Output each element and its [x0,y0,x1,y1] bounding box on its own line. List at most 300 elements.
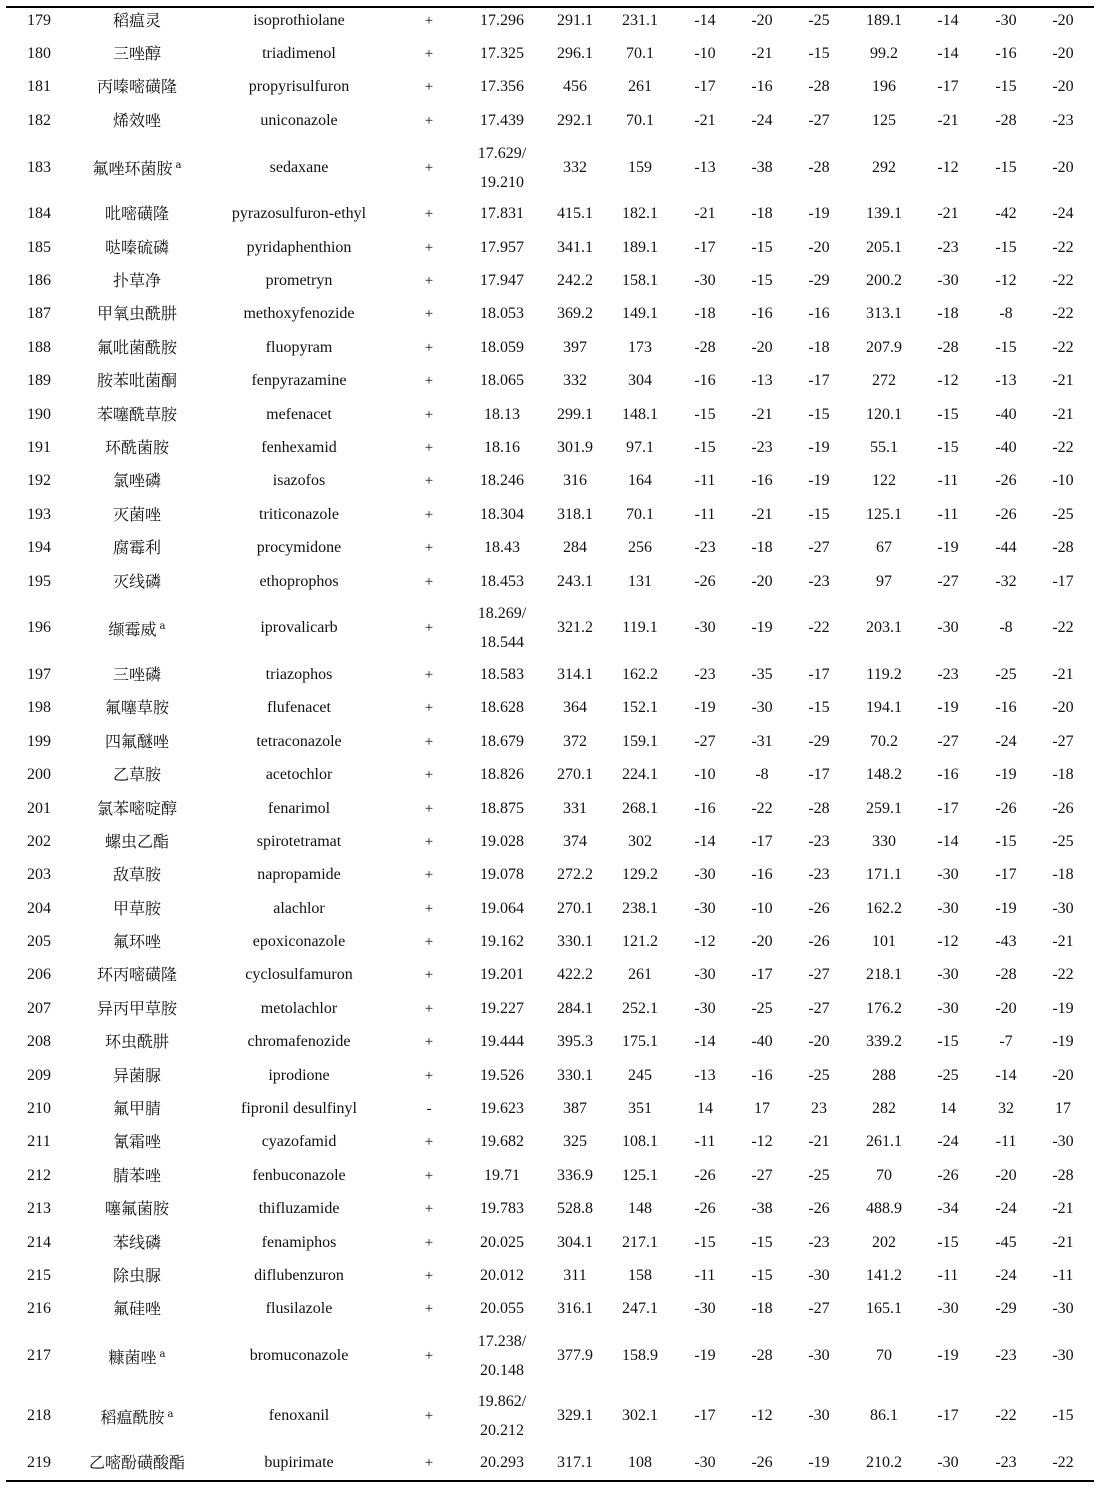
ionization-mode: + [424,1134,434,1151]
value-v2: 182.1 [622,205,658,223]
ionization-mode: + [424,967,434,984]
retention-time [462,598,542,658]
value-v3: -17 [694,238,716,256]
retention-time-value: 18.453 [480,572,524,590]
retention-time [462,1126,542,1159]
chinese-name-text: 三唑醇 [112,44,161,64]
value-v8: -44 [995,539,1017,557]
ionization-mode: + [424,79,434,96]
value-v9: -18 [1052,866,1074,884]
value-v2: 152.1 [622,699,658,717]
ionization-mode: + [424,700,434,717]
table-row [6,37,1094,70]
retention-time-value: 18.065 [480,372,524,390]
value-v9: -30 [1052,1133,1074,1151]
value-v7: -30 [937,899,959,917]
value-v5: -27 [808,111,830,129]
value-v4: -17 [751,832,773,850]
retention-time [462,1226,542,1259]
retention-time-value: 18.13 [484,405,520,423]
ionization-mode: + [424,800,434,817]
ionization-mode: + [424,934,434,951]
value-v1: 284.1 [557,999,593,1017]
value-v7: -17 [937,799,959,817]
row-number: 202 [27,832,51,850]
value-v8: -28 [995,966,1017,984]
value-v7: -26 [937,1166,959,1184]
chinese-name-text: 甲氧虫酰肼 [96,304,177,324]
value-v3: -12 [694,933,716,951]
retention-time-value: 17.831 [480,205,524,223]
value-v5: -28 [808,799,830,817]
table-row [6,1326,1094,1386]
value-v2: 217.1 [622,1233,658,1251]
ionization-mode: + [424,540,434,557]
value-v6: 282 [872,1100,896,1118]
retention-time-value: 17.356 [480,78,524,96]
chinese-name-text: 稻瘟酰胺 [100,1407,165,1427]
value-v2: 97.1 [626,438,654,456]
retention-time-value: 18.875 [480,799,524,817]
retention-time [462,1092,542,1125]
value-v1: 296.1 [557,45,593,63]
value-v7: -27 [937,572,959,590]
retention-time-value: 18.16 [484,438,520,456]
table-row [6,398,1094,431]
retention-time [462,431,542,464]
value-v6: 261.1 [866,1133,902,1151]
value-v2: 261 [628,78,652,96]
value-v8: -29 [995,1300,1017,1318]
value-v4: -15 [751,272,773,290]
chinese-name-text: 稻瘟灵 [112,10,161,30]
value-v4: -12 [751,1407,773,1425]
english-name: flufenacet [267,699,331,717]
value-v4: -21 [751,45,773,63]
retention-time [462,692,542,725]
retention-time [462,1193,542,1226]
chinese-name [72,825,202,858]
row-number: 216 [27,1300,51,1318]
value-v6: 203.1 [866,619,902,637]
table-row [6,431,1094,464]
value-v7: -14 [937,45,959,63]
value-v5: -26 [808,1200,830,1218]
value-v8: -24 [995,1266,1017,1284]
value-v8: -19 [995,766,1017,784]
value-v9: -18 [1052,766,1074,784]
value-v8: -32 [995,572,1017,590]
value-v2: 175.1 [622,1033,658,1051]
value-v2: 158 [628,1266,652,1284]
ionization-mode: + [424,159,434,176]
value-v2: 158.1 [622,272,658,290]
value-v6: 70 [876,1166,892,1184]
table-row [6,298,1094,331]
table-row [6,1159,1094,1192]
value-v1: 528.8 [557,1200,593,1218]
chinese-name-text: 环酰菌胺 [104,437,169,457]
value-v5: 23 [811,1100,827,1118]
value-v6: 196 [872,78,896,96]
value-v5: -27 [808,966,830,984]
english-name: tetraconazole [256,732,342,750]
table-row [6,71,1094,104]
value-v8: -15 [995,238,1017,256]
chinese-name-text: 缬霉威 [108,619,157,639]
value-v9: -20 [1052,11,1074,29]
english-name: isazofos [272,472,326,490]
bottom-rule [6,1480,1094,1482]
chinese-name [72,71,202,104]
table-row [6,1126,1094,1159]
ionization-mode: + [424,620,434,637]
value-v2: 159 [628,158,652,176]
value-v1: 311 [563,1266,587,1284]
value-v9: -20 [1052,699,1074,717]
value-v6: 141.2 [866,1266,902,1284]
row-number: 214 [27,1233,51,1251]
table-row [6,1092,1094,1125]
ionization-mode: + [424,239,434,256]
value-v1: 374 [563,832,587,850]
value-v6: 70.2 [870,732,898,750]
value-v5: -17 [808,766,830,784]
retention-time-value: 19.210 [480,173,524,191]
chinese-name-text: 螺虫乙酯 [104,831,169,851]
row-number: 201 [27,799,51,817]
value-v5: -15 [808,505,830,523]
value-v4: -38 [751,158,773,176]
value-v9: -22 [1052,966,1074,984]
value-v5: -19 [808,438,830,456]
value-v6: 125 [872,111,896,129]
row-number: 192 [27,472,51,490]
value-v1: 369.2 [557,305,593,323]
value-v5: -15 [808,699,830,717]
ionization-mode: + [424,573,434,590]
value-v2: 70.1 [626,45,654,63]
ionization-mode: + [424,206,434,223]
value-v5: -17 [808,665,830,683]
chinese-name-text: 敌草胺 [112,865,161,885]
ionization-mode: + [424,666,434,683]
retention-time [462,398,542,431]
ionization-mode: + [424,1167,434,1184]
value-v4: -21 [751,405,773,423]
retention-time [462,465,542,498]
retention-time [462,658,542,691]
value-v9: -21 [1052,665,1074,683]
value-v9: -19 [1052,1033,1074,1051]
value-v5: -27 [808,1300,830,1318]
retention-time [462,138,542,198]
value-v2: 70.1 [626,111,654,129]
value-v6: 99.2 [870,45,898,63]
chinese-name [72,198,202,231]
value-v3: -17 [694,1407,716,1425]
value-v9: -21 [1052,405,1074,423]
row-number: 193 [27,505,51,523]
value-v3: -16 [694,372,716,390]
value-v1: 301.9 [557,438,593,456]
value-v1: 316 [563,472,587,490]
table-row [6,925,1094,958]
value-v9: -30 [1052,899,1074,917]
chinese-name [72,1092,202,1125]
ionization-mode: + [424,406,434,423]
table-row [6,1193,1094,1226]
value-v7: -30 [937,866,959,884]
chinese-name [72,331,202,364]
value-v4: -10 [751,899,773,917]
value-v2: 302 [628,832,652,850]
value-v5: -19 [808,1453,830,1471]
table-row [6,138,1094,198]
retention-time-value: 19.078 [480,866,524,884]
value-v7: -14 [937,11,959,29]
ionization-mode: + [424,1000,434,1017]
chinese-name-text: 氰霜唑 [112,1132,161,1152]
value-v9: -26 [1052,799,1074,817]
english-name: fenamiphos [261,1233,337,1251]
chinese-name-text: 乙嘧酚磺酸酯 [88,1452,185,1472]
value-v7: -11 [937,1266,959,1284]
value-v4: -24 [751,111,773,129]
value-v9: -30 [1052,1347,1074,1365]
english-name: methoxyfenozide [243,305,355,323]
chinese-name [72,398,202,431]
chinese-name [72,859,202,892]
value-v2: 189.1 [622,238,658,256]
value-v3: -11 [694,472,716,490]
value-v3: -18 [694,305,716,323]
table-row [6,4,1094,37]
value-v7: 14 [940,1100,956,1118]
chinese-name-text: 胺苯吡菌酮 [96,371,177,391]
value-v9: -23 [1052,111,1074,129]
value-v9: -27 [1052,732,1074,750]
value-v1: 314.1 [557,665,593,683]
chinese-name-text: 苯噻酰草胺 [96,404,177,424]
value-v8: -20 [995,999,1017,1017]
row-number: 183 [27,158,51,176]
value-v4: -16 [751,472,773,490]
retention-time-value: 17.439 [480,111,524,129]
value-v4: -25 [751,999,773,1017]
value-v7: -30 [937,619,959,637]
ionization-mode: + [424,1034,434,1051]
value-v1: 321.2 [557,619,593,637]
value-v6: 202 [872,1233,896,1251]
value-v2: 164 [628,472,652,490]
value-v3: -14 [694,11,716,29]
table-row [6,1259,1094,1292]
value-v5: -28 [808,158,830,176]
table-row [6,1226,1094,1259]
row-number: 188 [27,338,51,356]
footnote-marker: a [159,620,166,632]
retention-time [462,71,542,104]
value-v4: -18 [751,1300,773,1318]
value-v3: -28 [694,338,716,356]
value-v3: -17 [694,78,716,96]
value-v8: -25 [995,665,1017,683]
value-v4: 17 [754,1100,770,1118]
chinese-name [72,692,202,725]
value-v5: -25 [808,11,830,29]
value-v3: -23 [694,539,716,557]
english-name: propyrisulfuron [248,78,350,96]
retention-time [462,531,542,564]
value-v4: -15 [751,1266,773,1284]
english-name: flusilazole [265,1300,333,1318]
value-v2: 252.1 [622,999,658,1017]
value-v5: -30 [808,1266,830,1284]
retention-time [462,859,542,892]
value-v3: -11 [694,505,716,523]
value-v7: -16 [937,766,959,784]
value-v4: -35 [751,665,773,683]
chinese-name-text: 异丙甲草胺 [96,998,177,1018]
value-v5: -23 [808,1233,830,1251]
english-name: ethoprophos [259,572,339,590]
value-v8: -7 [999,1033,1013,1051]
value-v3: -21 [694,205,716,223]
value-v8: -26 [995,505,1017,523]
value-v8: -15 [995,832,1017,850]
retention-time [462,1159,542,1192]
value-v2: 121.2 [622,933,658,951]
value-v1: 387 [563,1100,587,1118]
retention-time [462,198,542,231]
value-v3: -14 [694,1033,716,1051]
value-v4: -15 [751,1233,773,1251]
english-name: triadimenol [262,45,336,63]
english-name: alachlor [273,899,325,917]
value-v6: 162.2 [866,899,902,917]
value-v5: -27 [808,999,830,1017]
value-v6: 70 [876,1347,892,1365]
retention-time-value: 19.862/ [477,1393,527,1411]
value-v7: -12 [937,933,959,951]
value-v2: 351 [628,1100,652,1118]
row-number: 218 [27,1407,51,1425]
value-v4: -20 [751,933,773,951]
value-v4: -16 [751,78,773,96]
chinese-name [72,365,202,398]
chinese-name [72,792,202,825]
ionization-mode: + [424,112,434,129]
retention-time [462,1259,542,1292]
value-v5: -29 [808,732,830,750]
english-name: napropamide [257,866,341,884]
value-v6: 259.1 [866,799,902,817]
chinese-name [72,925,202,958]
value-v3: -19 [694,699,716,717]
english-name: triazophos [265,665,333,683]
row-number: 180 [27,45,51,63]
table-row [6,758,1094,791]
value-v1: 415.1 [557,205,593,223]
value-v5: -27 [808,539,830,557]
value-v5: -26 [808,933,830,951]
value-v8: -11 [995,1133,1017,1151]
chinese-name [72,992,202,1025]
chinese-name [72,658,202,691]
ionization-mode: + [424,733,434,750]
value-v8: -42 [995,205,1017,223]
retention-time-value: 19.623 [480,1100,524,1118]
row-number: 195 [27,572,51,590]
value-v7: -15 [937,1233,959,1251]
value-v9: -17 [1052,572,1074,590]
retention-time [462,331,542,364]
english-name: prometryn [265,272,333,290]
value-v1: 330.1 [557,1066,593,1084]
chinese-name-text: 苯线磷 [112,1232,161,1252]
table-row [6,531,1094,564]
value-v5: -15 [808,405,830,423]
value-v8: -8 [999,305,1013,323]
chinese-name-text: 四氟醚唑 [104,731,169,751]
retention-time [462,4,542,37]
value-v9: -20 [1052,1066,1074,1084]
retention-time [462,1446,542,1479]
value-v7: -21 [937,111,959,129]
retention-time-value: 18.43 [484,539,520,557]
ionization-mode: + [424,506,434,523]
table-row [6,465,1094,498]
value-v4: -16 [751,1066,773,1084]
value-v6: 205.1 [866,238,902,256]
chinese-name-text: 乙草胺 [112,765,161,785]
ionization-mode: + [424,1201,434,1218]
row-number: 215 [27,1266,51,1284]
english-name: thifluzamide [258,1200,340,1218]
value-v7: -34 [937,1200,959,1218]
retention-time-value: 19.028 [480,832,524,850]
value-v9: -25 [1052,832,1074,850]
row-number: 186 [27,272,51,290]
value-v3: -26 [694,1166,716,1184]
value-v8: -45 [995,1233,1017,1251]
chinese-name-text: 环虫酰肼 [104,1032,169,1052]
value-v5: -18 [808,338,830,356]
value-v5: -16 [808,305,830,323]
value-v2: 231.1 [622,11,658,29]
ionization-mode: - [426,1101,432,1118]
value-v8: -16 [995,699,1017,717]
value-v5: -26 [808,899,830,917]
retention-time-value: 20.148 [480,1362,524,1380]
value-v7: -30 [937,999,959,1017]
value-v7: -25 [937,1066,959,1084]
value-v2: 302.1 [622,1407,658,1425]
value-v2: 268.1 [622,799,658,817]
row-number: 189 [27,372,51,390]
chinese-name [72,531,202,564]
chinese-name [72,892,202,925]
value-v8: -17 [995,866,1017,884]
table-row [6,365,1094,398]
ionization-mode: + [424,1348,434,1365]
retention-time-value: 20.293 [480,1453,524,1471]
retention-time-value: 18.304 [480,505,524,523]
value-v1: 317.1 [557,1453,593,1471]
chinese-name-text: 氟噻草胺 [104,698,169,718]
value-v3: -10 [694,45,716,63]
